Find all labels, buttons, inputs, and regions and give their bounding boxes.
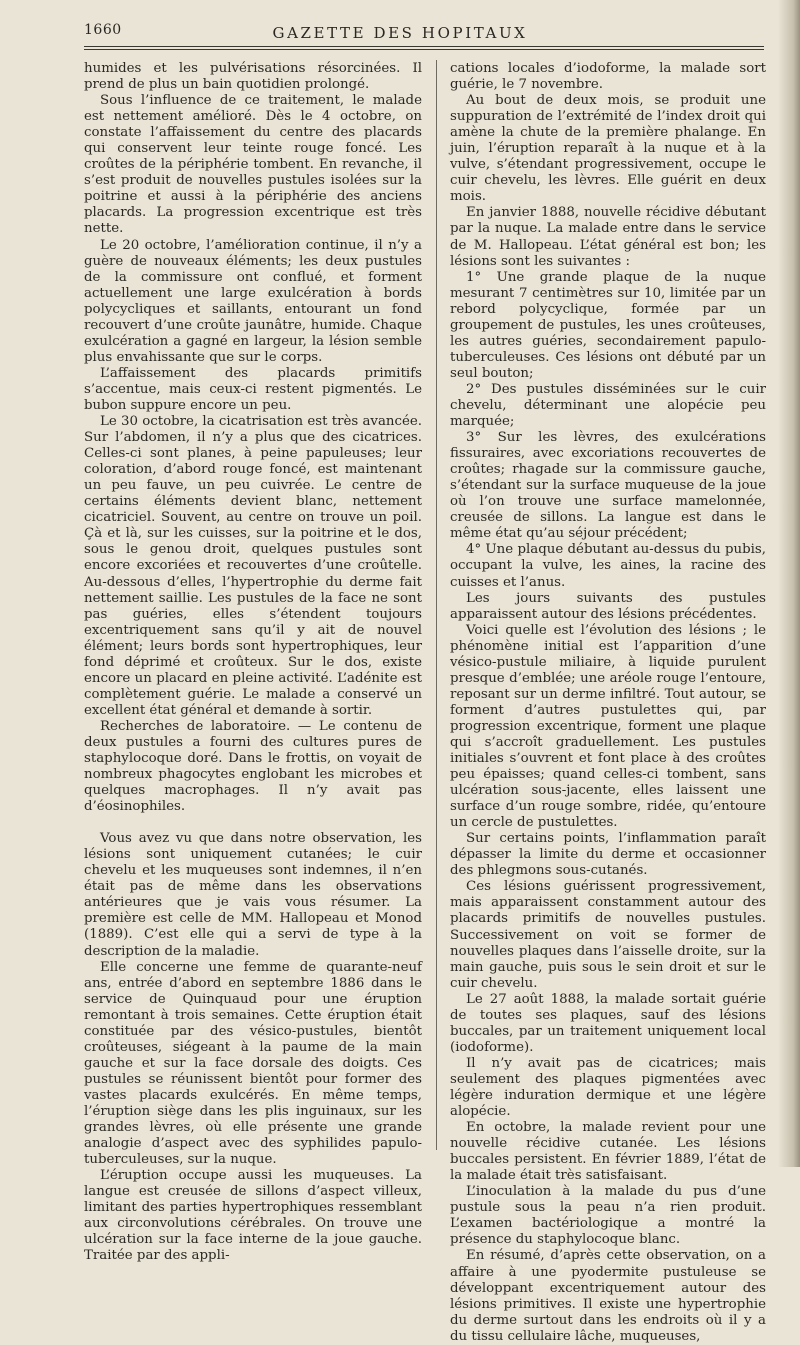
paragraph: Elle concerne une femme de quarante-neuf ans, entrée d’abord en septembre 1886 dans le service de Quinquaud pour une éruption remontant à trois semaines. Cette éruption était constituée par des vésico-pustules, bientôt croûteuses, siégeant à la paume de la main gauche et sur la face dorsale des doigts. Ces pustules se réunissent bientôt pour former des vastes placards exulcérés. En même temps, l’éruption siège dans les plis inguinaux, sur les grandes lèvres, où elle présente une grande analogie d’aspect avec des syphilides papulo-tuberculeuses, sur la nuque. xyxy=(84,959,422,1168)
paragraph: Sous l’influence de ce traitement, le malade est nettement amélioré. Dès le 4 octobre, on constate l’affaissement du centre des placards qui conservent leur teinte rouge foncé. Les croûtes de la périphérie tombent. En revanche, il s’est produit de nouvelles pustules isolées sur la poitrine et aussi à la périphérie des anciens placards. La progression excentrique est très nette. xyxy=(84,93,422,237)
paragraph: En janvier 1888, nouvelle récidive débutant par la nuque. La malade entre dans le service de M. Hallopeau. L’état général est bon; les lésions sont les suivantes : xyxy=(450,205,766,269)
paragraph: 4° Une plaque débutant au-dessus du pubis, occupant la vulve, les aines, la racine des cuisses et l’anus. xyxy=(450,542,766,590)
paragraph: L’inoculation à la malade du pus d’une pustule sous la peau n’a rien produit. L’examen bactériologique a montré la présence du staphylocoque blanc. xyxy=(450,1184,766,1248)
journal-title: GAZETTE DES HOPITAUX xyxy=(272,24,528,42)
paragraph: Recherches de laboratoire. — Le contenu de deux pustules a fourni des cultures pures de staphylocoque doré. Dans le frottis, on voyait de nombreux phagocytes englobant les microbes et quelques macrophages. Il n’y avait pas d’éosinophiles. xyxy=(84,718,422,815)
page-header xyxy=(0,0,800,44)
paragraph: Le 30 octobre, la cicatrisation est très avancée. Sur l’abdomen, il n’y a plus que des cicatrices. Celles-ci sont planes, à peine papuleuses; leur coloration, d’abord rouge foncé, est maintenant un peu fauve, un peu cuivrée. Le centre de certains éléments devient blanc, nettement cicatriciel. Souvent, au centre on trouve un poil. Çà et là, sur les cuisses, sur la poitrine et le dos, sous le genou droit, quelques pustules sont encore excoriées et recouvertes d’une croûtelle. Au-dessous d’elles, l’hypertrophie du derme fait nettement saillie. Les pustules de la face ne sont pas guéries, elles s’étendent toujours excentriquement sans qu’il y ait de nouvel élément; leurs bords sont hypertrophiques, leur fond déprimé et croûteux. Sur le dos, existe encore un placard en pleine activité. L’adénite est complètement guérie. Le malade a conservé un excellent état général et demande à sortir. xyxy=(84,414,422,718)
paragraph: Les jours suivants des pustules apparaissent autour des lésions précédentes. xyxy=(450,590,766,622)
paragraph: humides et les pulvérisations résorcinées. Il prend de plus un bain quotidien prolongé. xyxy=(84,61,422,93)
right-column xyxy=(450,61,766,1345)
paragraph: Au bout de deux mois, se produit une suppuration de l’extrémité de l’index droit qui amène la chute de la première phalange. En juin, l’éruption reparaît à la nuque et à la vulve, s’étendant progressivement, occupe le cuir chevelu, les lèvres. Elle guérit en deux mois. xyxy=(450,93,766,205)
paragraph: L’affaissement des placards primitifs s’accentue, mais ceux-ci restent pigmentés. Le bubon suppure encore un peu. xyxy=(84,365,422,413)
left-column xyxy=(84,61,422,1264)
page-edge-shadow xyxy=(778,0,800,1167)
header-rule xyxy=(84,46,764,50)
paragraph: Le 27 août 1888, la malade sortait guérie de toutes ses plaques, sauf des lésions buccales, par un traitement uniquement local (iodoforme). xyxy=(450,991,766,1055)
paragraph: Sur certains points, l’inflammation paraît dépasser la limite du derme et occasionner des phlegmons sous-cutanés. xyxy=(450,831,766,879)
paragraph: Vous avez vu que dans notre observation, les lésions sont uniquement cutanées; le cuir chevelu et les muqueuses sont indemnes, il n’en était pas de même dans les observations antérieures que je vais vous résumer. La première est celle de MM. Hallopeau et Monod (1889). C’est elle qui a servi de type à la description de la maladie. xyxy=(84,831,422,959)
paragraph: Voici quelle est l’évolution des lésions ; le phénomène initial est l’apparition d’une vésico-pustule miliaire, à liquide purulent presque d’emblée; une aréole rouge l’entoure, reposant sur un derme infiltré. Tout autour, se forment d’autres pustulettes qui, par progression excentrique, forment une plaque qui s’accroît graduellement. Les pustules initiales s’ouvrent et font place à des croûtes peu épaisses; quand celles-ci tombent, sans ulcération sous-jacente, elles laissent une surface d’un rouge sombre, ridée, qu’entoure un cercle de pustulettes. xyxy=(450,622,766,831)
paragraph: cations locales d’iodoforme, la malade sort guérie, le 7 novembre. xyxy=(450,61,766,93)
paragraph: En octobre, la malade revient pour une nouvelle récidive cutanée. Les lésions buccales persistent. En février 1889, l’état de la malade était très satisfaisant. xyxy=(450,1120,766,1184)
paragraph: Le 20 octobre, l’amélioration continue, il n’y a guère de nouveaux éléments; les deux pustules de la commissure ont conflué, et forment actuellement une large exulcération à bords polycycliques et saillants, entourant un fond recouvert d’une croûte jaunâtre, humide. Chaque exulcération a gagné en largeur, la lésion semble plus envahissante que sur le corps. xyxy=(84,237,422,365)
paragraph: 2° Des pustules disséminées sur le cuir chevelu, déterminant une alopécie peu marquée; xyxy=(450,381,766,430)
paragraph: Il n’y avait pas de cicatrices; mais seulement des plaques pigmentées avec légère induration dermique et une légère alopécie. xyxy=(450,1055,766,1120)
paragraph: En résumé, d’après cette observation, on a affaire à une pyodermite pustuleuse se développant excentriquement autour des lésions primitives. Il existe une hypertrophie du derme surtout dans les endroits où il y a du tissu cellulaire lâche, muqueuses, xyxy=(450,1248,766,1344)
paragraph: Ces lésions guérissent progressivement, mais apparaissent constamment autour des placards primitifs de nouvelles pustules. Successivement on voit se former de nouvelles plaques dans l’aisselle droite, sur la main gauche, puis sous le sein droit et sur le cuir chevelu. xyxy=(450,879,766,991)
paragraph: L’éruption occupe aussi les muqueuses. La langue est creusée de sillons d’aspect villeux, limitant des parties hypertrophiques ressemblant aux circonvolutions cérébrales. On trouve une ulcération sur la face interne de la joue gauche. Traitée par des appli- xyxy=(84,1168,422,1264)
page-number: 1660 xyxy=(84,22,122,38)
paragraph: 1° Une grande plaque de la nuque mesurant 7 centimètres sur 10, limitée par un rebord polycyclique, formée par un groupement de pustules, les unes croûteuses, les autres guéries, secondairement papulo-tuberculeuses. Ces lésions ont débuté par un seul bouton; xyxy=(450,269,766,381)
column-divider xyxy=(436,60,437,1150)
paragraph: 3° Sur les lèvres, des exulcérations fissuraires, avec excoriations recouvertes de croûtes; rhagade sur la commissure gauche, s’étendant sur la surface muqueuse de la joue où l’on trouve une surface mamelonnée, creusée de sillons. La langue est dans le même état qu’au séjour précédent; xyxy=(450,430,766,542)
